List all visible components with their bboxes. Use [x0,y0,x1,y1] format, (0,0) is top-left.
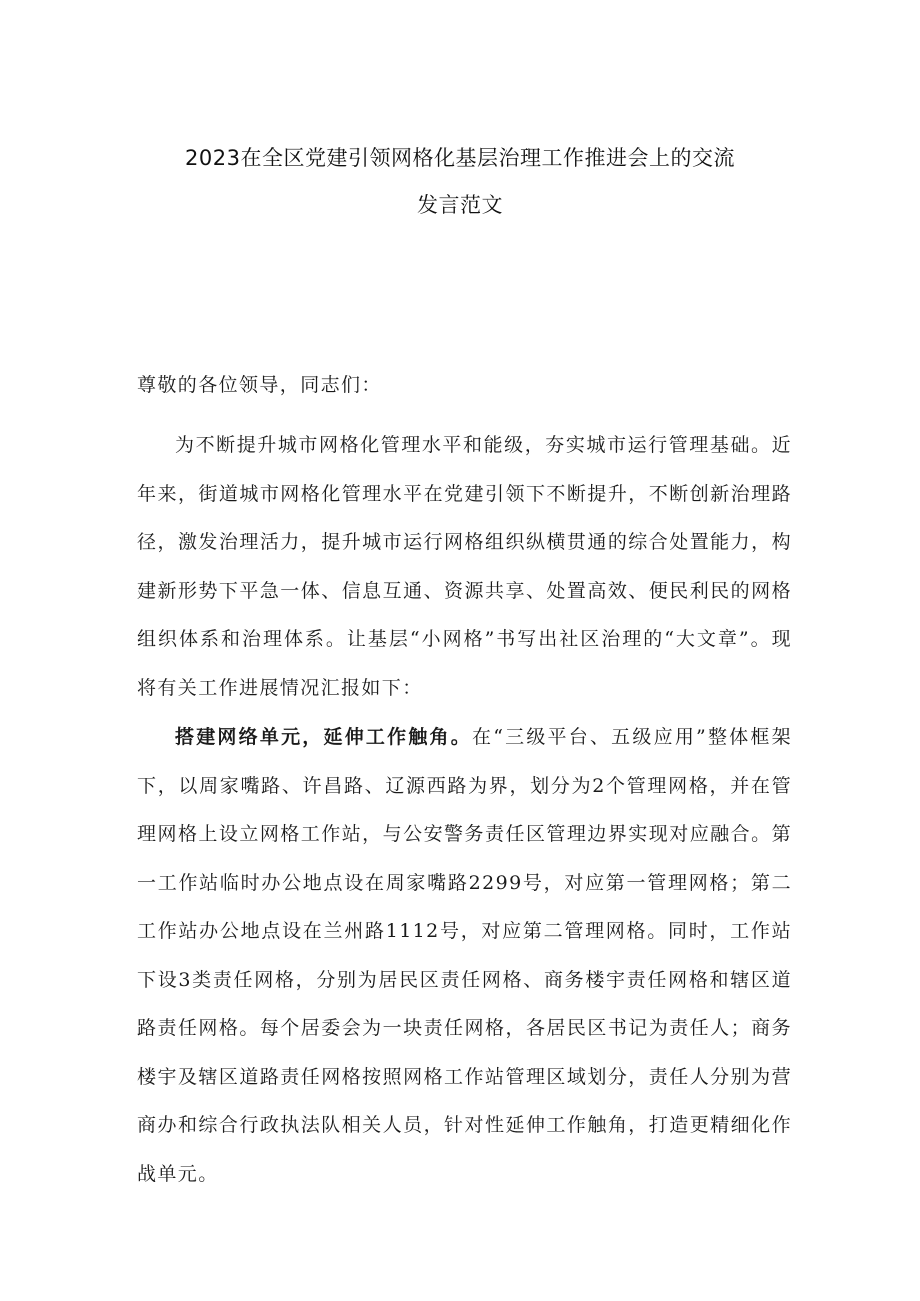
paragraph-grid-units [137,713,792,1198]
salutation: 尊敬的各位领导，同志们： [137,374,382,396]
paragraph-lead-heading: 搭建网络单元，延伸工作触角。 [175,726,472,748]
paragraph-intro-text: 为不断提升城市网格化管理水平和能级，夯实城市运行管理基础。近年来，街道城市网格化管理水平在党建引领下不断提升，不断创新治理路径，激发治理活力，提升城市运行网格组织纵横贯通的综合处置能力，构建新形势下平急一体、信息互通、资源共享、处置高效、便民利民的网格组织体系和治理体系。让基层“小网格”书写出社区治理的“大文章”。现将有关工作进展情况汇报如下： [137,434,792,699]
document-title-line-1: 2023在全区党建引领网格化基层治理工作推进会上的交流 [185,146,735,170]
paragraph-intro [137,421,792,712]
document-title-line-2: 发言范文 [417,193,503,217]
paragraph-grid-units-text: 在“三级平台、五级应用”整体框架下，以周家嘴路、许昌路、辽源西路为界，划分为2个管理网格，并在管理网格上设立网格工作站，与公安警务责任区管理边界实现对应融合。第一工作站临时办公地点设在周家嘴路2299号，对应第一管理网格；第二工作站办公地点设在兰州路1112号，对应第二管理网格。同时，工作站下设3类责任网格，分别为居民区责任网格、商务楼宇责任网格和辖区道路责任网格。每个居委会为一块责任网格，各居民区书记为责任人；商务楼宇及辖区道路责任网格按照网格工作站管理区域划分，责任人分别为营商办和综合行政执法队相关人员，针对性延伸工作触角，打造更精细化作战单元。 [137,726,792,1185]
